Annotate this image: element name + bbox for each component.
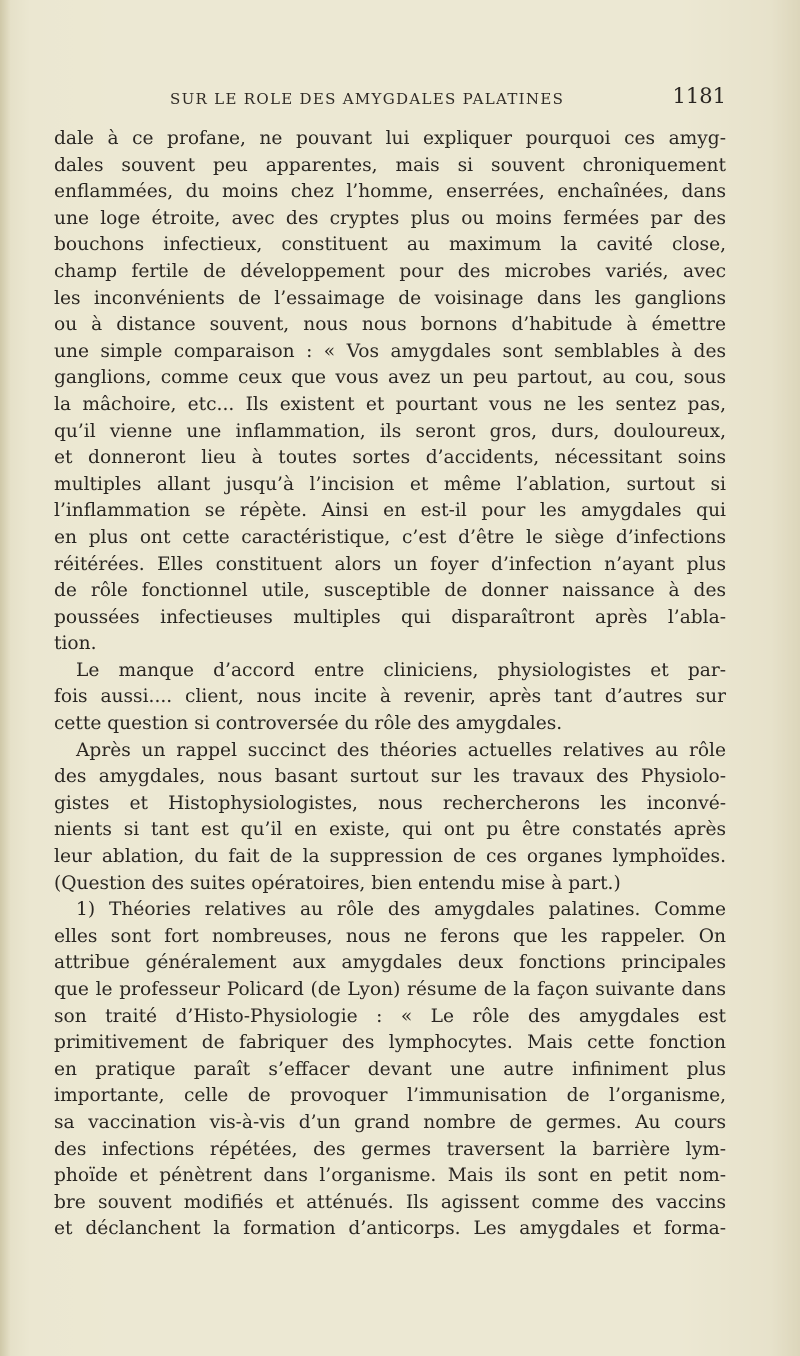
text-line: enflammées, du moins chez l’homme, enserrées, enchaînées, dans (54, 181, 726, 203)
text-line: phoïde et pénètrent dans l’organisme. Mais ils sont en petit nom- (54, 1165, 726, 1187)
text-line: dale à ce profane, ne pouvant lui expliquer pourquoi ces amyg- (54, 128, 726, 149)
text-line: une simple comparaison : « Vos amygdales sont semblables à des (54, 340, 726, 362)
text-line: multiples allant jusqu’à l’incision et même l’ablation, surtout si (54, 473, 726, 495)
text-line: importante, celle de provoquer l’immunisation de l’organisme, (54, 1085, 726, 1107)
text-line: des infections répétées, des germes traversent la barrière lym- (54, 1138, 726, 1160)
text-line: réitérées. Elles constituent alors un foyer d’infection n’ayant plus (54, 553, 726, 575)
text-line: une loge étroite, avec des cryptes plus ou moins fermées par des (54, 207, 726, 229)
text-line: cette question si controversée du rôle des amygdales. (54, 713, 563, 735)
text-line: tion. (54, 633, 97, 655)
body-text (54, 126, 726, 1243)
text-line: en plus ont cette caractéristique, c’est d’être le siège d’infections (54, 526, 726, 548)
text-line: ganglions, comme ceux que vous avez un peu partout, au cou, sous (54, 367, 726, 389)
text-line: attribue généralement aux amygdales deux fonctions principales (54, 952, 726, 974)
page-number: 1181 (672, 84, 726, 108)
text-line: ou à distance souvent, nous nous bornons d’habitude à émettre (54, 314, 726, 336)
text-line: la mâchoire, etc... Ils existent et pourtant vous ne les sentez pas, (54, 393, 726, 415)
text-line: 1) Théories relatives au rôle des amygdales palatines. Comme (76, 899, 726, 921)
text-line: l’inflammation se répète. Ainsi en est-il pour les amygdales qui (54, 500, 726, 522)
text-line: sa vaccination vis-à-vis d’un grand nombre de germes. Au cours (54, 1111, 726, 1133)
text-line: des amygdales, nous basant surtout sur les travaux des Physiolo- (54, 766, 726, 788)
text-line: fois aussi.... client, nous incite à revenir, après tant d’autres sur (54, 686, 726, 708)
text-line: les inconvénients de l’essaimage de voisinage dans les ganglions (54, 287, 726, 309)
text-line: que le professeur Policard (de Lyon) résume de la façon suivante dans (54, 979, 726, 1000)
running-header (170, 84, 726, 114)
text-line: Le manque d’accord entre cliniciens, physiologistes et par- (76, 659, 726, 681)
text-line: gistes et Histophysiologistes, nous rechercherons les inconvé- (54, 792, 726, 814)
text-line: Après un rappel succinct des théories actuelles relatives au rôle (76, 739, 726, 761)
text-line: poussées infectieuses multiples qui disparaîtront après l’abla- (54, 606, 726, 628)
text-line: dales souvent peu apparentes, mais si souvent chroniquement (54, 154, 726, 176)
text-line: leur ablation, du fait de la suppression de ces organes lymphoïdes. (54, 846, 726, 868)
text-line: bouchons infectieux, constituent au maximum la cavité close, (54, 234, 726, 256)
text-line: et donneront lieu à toutes sortes d’accidents, nécessitant soins (54, 447, 726, 469)
text-line: primitivement de fabriquer des lymphocytes. Mais cette fonction (54, 1032, 726, 1054)
text-line: en pratique paraît s’effacer devant une autre infiniment plus (54, 1058, 726, 1080)
page-binding-edge (0, 0, 10, 1356)
text-line: son traité d’Histo-Physiologie : « Le rôle des amygdales est (54, 1005, 726, 1027)
text-line: champ fertile de développement pour des microbes variés, avec (54, 260, 726, 282)
text-line: bre souvent modifiés et atténués. Ils agissent comme des vaccins (54, 1191, 726, 1213)
text-line: elles sont fort nombreuses, nous ne ferons que les rappeler. On (54, 925, 726, 947)
text-line: nients si tant est qu’il en existe, qui ont pu être constatés après (54, 819, 726, 841)
text-line: (Question des suites opératoires, bien entendu mise à part.) (54, 872, 621, 894)
text-line: de rôle fonctionnel utile, susceptible de donner naissance à des (54, 580, 726, 602)
text-line: qu’il vienne une inflammation, ils seront gros, durs, douloureux, (54, 420, 726, 442)
text-line: et déclanchent la formation d’anticorps. Les amygdales et forma- (54, 1218, 726, 1240)
running-title: SUR LE ROLE DES AMYGDALES PALATINES (170, 90, 565, 108)
